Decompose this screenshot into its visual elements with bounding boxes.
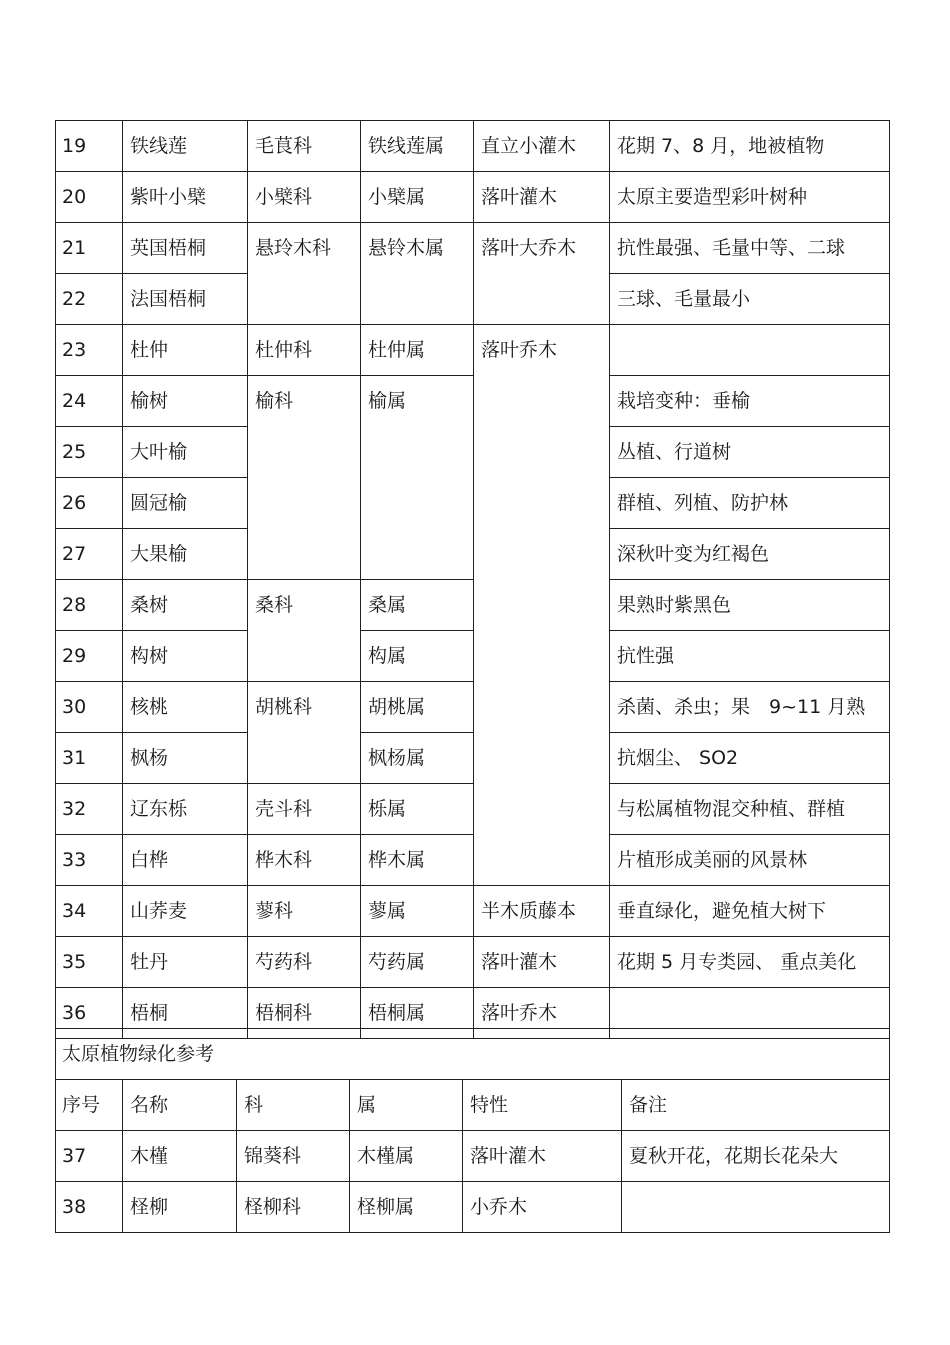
header-trait: 特性 (463, 1080, 622, 1131)
plant-name: 构树 (123, 631, 248, 682)
plant-trait: 落叶乔木 (474, 325, 610, 886)
plant-name: 榆树 (123, 376, 248, 427)
plant-trait: 直立小灌木 (474, 121, 610, 172)
row-number: 29 (56, 631, 123, 682)
plant-genus: 胡桃属 (361, 682, 474, 733)
row-number: 38 (56, 1182, 123, 1233)
table-row (56, 376, 890, 427)
table-row (56, 937, 890, 988)
plant-note (622, 1182, 890, 1233)
header-genus: 属 (350, 1080, 463, 1131)
plant-family: 桦木科 (248, 835, 361, 886)
row-number: 31 (56, 733, 123, 784)
plant-genus: 桦木属 (361, 835, 474, 886)
plant-note: 群植、列植、防护林 (610, 478, 890, 529)
plant-genus: 小檗属 (361, 172, 474, 223)
plant-genus: 梧桐属 (361, 988, 474, 1039)
plant-name: 桑树 (123, 580, 248, 631)
header-family: 科 (237, 1080, 350, 1131)
plant-note: 杀菌、杀虫；果 9~11 月熟 (610, 682, 890, 733)
plant-genus: 木槿属 (350, 1131, 463, 1182)
plant-note: 抗烟尘、 SO2 (610, 733, 890, 784)
plant-note: 丛植、行道树 (610, 427, 890, 478)
plant-trait: 落叶灌木 (463, 1131, 622, 1182)
table-row (56, 631, 890, 682)
row-number: 24 (56, 376, 123, 427)
row-number: 36 (56, 988, 123, 1039)
plant-note: 三球、毛量最小 (610, 274, 890, 325)
plant-name: 法国梧桐 (123, 274, 248, 325)
table-row (56, 835, 890, 886)
row-number: 27 (56, 529, 123, 580)
plant-name: 白桦 (123, 835, 248, 886)
row-number: 28 (56, 580, 123, 631)
table-row (56, 784, 890, 835)
plant-family: 榆科 (248, 376, 361, 580)
row-number: 37 (56, 1131, 123, 1182)
plant-genus: 悬铃木属 (361, 223, 474, 325)
header-number: 序号 (56, 1080, 123, 1131)
plant-name: 紫叶小檗 (123, 172, 248, 223)
table-row (56, 886, 890, 937)
plant-genus: 桑属 (361, 580, 474, 631)
plant-name: 核桃 (123, 682, 248, 733)
row-number: 26 (56, 478, 123, 529)
plant-name: 梧桐 (123, 988, 248, 1039)
plant-family: 杜仲科 (248, 325, 361, 376)
plant-trait: 落叶大乔木 (474, 223, 610, 325)
row-number: 30 (56, 682, 123, 733)
plant-name: 圆冠榆 (123, 478, 248, 529)
plant-family: 柽柳科 (237, 1182, 350, 1233)
row-number: 32 (56, 784, 123, 835)
plant-note: 垂直绿化，避免植大树下 (610, 886, 890, 937)
plant-family: 锦葵科 (237, 1131, 350, 1182)
header-note: 备注 (622, 1080, 890, 1131)
row-number: 22 (56, 274, 123, 325)
plant-family: 芍药科 (248, 937, 361, 988)
table-row (56, 1182, 890, 1233)
plant-name: 柽柳 (123, 1182, 237, 1233)
plant-family: 桑科 (248, 580, 361, 682)
table-row (56, 733, 890, 784)
plant-family: 悬玲木科 (248, 223, 361, 325)
table-row (56, 325, 890, 376)
plant-name: 大果榆 (123, 529, 248, 580)
row-number: 21 (56, 223, 123, 274)
table-title: 太原植物绿化参考 (56, 1029, 890, 1080)
table-row (56, 1131, 890, 1182)
table-title-row (56, 1029, 890, 1080)
plant-note: 果熟时紫黑色 (610, 580, 890, 631)
row-number: 19 (56, 121, 123, 172)
plant-family: 毛茛科 (248, 121, 361, 172)
plant-family: 胡桃科 (248, 682, 361, 784)
plant-note: 栽培变种：垂榆 (610, 376, 890, 427)
plant-name: 枫杨 (123, 733, 248, 784)
row-number: 20 (56, 172, 123, 223)
plant-trait: 半木质藤本 (474, 886, 610, 937)
plant-note: 夏秋开花，花期长花朵大 (622, 1131, 890, 1182)
table-row (56, 172, 890, 223)
plant-trait: 小乔木 (463, 1182, 622, 1233)
table-row (56, 682, 890, 733)
plant-name: 辽东栎 (123, 784, 248, 835)
plant-note: 抗性强 (610, 631, 890, 682)
plant-note: 片植形成美丽的风景林 (610, 835, 890, 886)
plant-family: 小檗科 (248, 172, 361, 223)
plant-name: 杜仲 (123, 325, 248, 376)
plant-genus: 枫杨属 (361, 733, 474, 784)
header-name: 名称 (123, 1080, 237, 1131)
table-row (56, 121, 890, 172)
plant-trait: 落叶灌木 (474, 172, 610, 223)
row-number: 23 (56, 325, 123, 376)
row-number: 35 (56, 937, 123, 988)
plant-name: 大叶榆 (123, 427, 248, 478)
plant-trait: 落叶乔木 (474, 988, 610, 1039)
plant-family: 壳斗科 (248, 784, 361, 835)
plant-family: 蓼科 (248, 886, 361, 937)
plant-genus: 芍药属 (361, 937, 474, 988)
plant-note: 深秋叶变为红褐色 (610, 529, 890, 580)
plant-reference-table (55, 1028, 890, 1233)
plant-note: 花期 5 月专类园、 重点美化 (610, 937, 890, 988)
plant-genus: 榆属 (361, 376, 474, 580)
table-row (56, 223, 890, 274)
plant-note (610, 325, 890, 376)
plant-name: 山荞麦 (123, 886, 248, 937)
table-header-row (56, 1080, 890, 1131)
plant-name: 木槿 (123, 1131, 237, 1182)
plant-genus: 铁线莲属 (361, 121, 474, 172)
plant-genus: 杜仲属 (361, 325, 474, 376)
row-number: 34 (56, 886, 123, 937)
row-number: 25 (56, 427, 123, 478)
plant-name: 铁线莲 (123, 121, 248, 172)
plant-genus: 蓼属 (361, 886, 474, 937)
plant-note: 与松属植物混交种植、群植 (610, 784, 890, 835)
plant-note: 抗性最强、毛量中等、二球 (610, 223, 890, 274)
plant-table-continued (55, 120, 890, 1039)
plant-genus: 栎属 (361, 784, 474, 835)
plant-note: 花期 7、8 月，地被植物 (610, 121, 890, 172)
table-row (56, 580, 890, 631)
plant-name: 英国梧桐 (123, 223, 248, 274)
row-number: 33 (56, 835, 123, 886)
plant-trait: 落叶灌木 (474, 937, 610, 988)
plant-name: 牡丹 (123, 937, 248, 988)
plant-family: 梧桐科 (248, 988, 361, 1039)
plant-note: 太原主要造型彩叶树种 (610, 172, 890, 223)
plant-genus: 柽柳属 (350, 1182, 463, 1233)
plant-genus: 构属 (361, 631, 474, 682)
